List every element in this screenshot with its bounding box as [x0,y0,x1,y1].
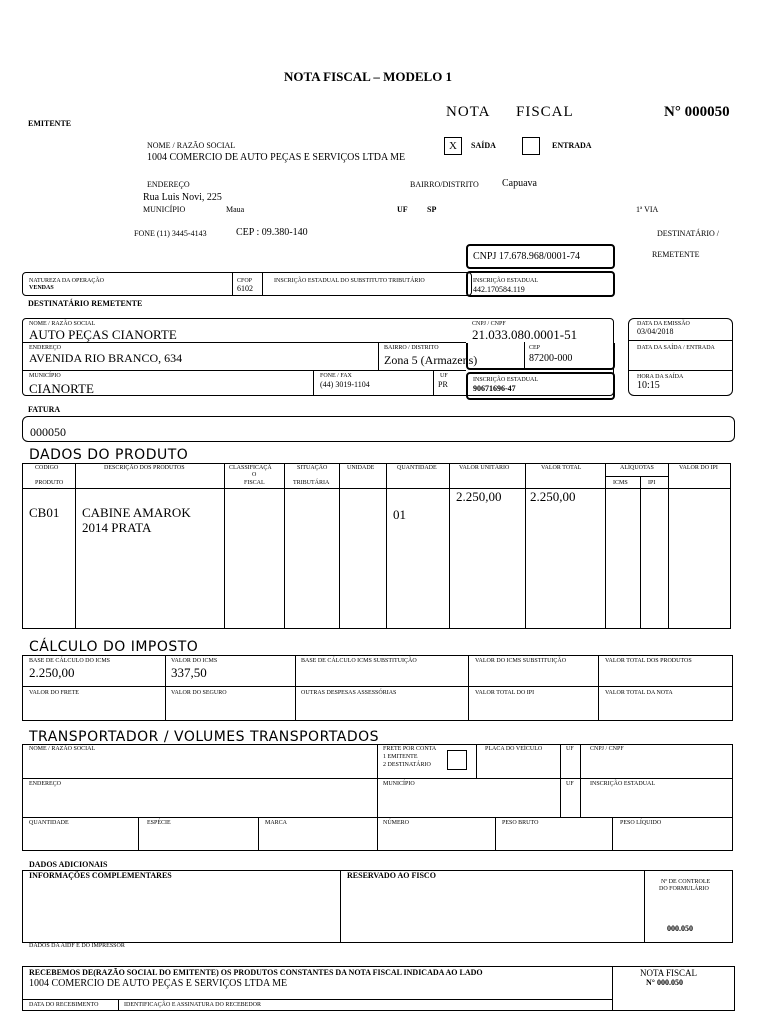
canhoto-numero: N° 000.050 [646,978,683,987]
hora-saida-label: HORA DA SAÍDA [637,374,684,380]
dest-rem-label-1: DESTINATÁRIO / [657,229,719,238]
emitente-nome-label: NOME / RAZÃO SOCIAL [147,141,236,150]
emitente-label: EMITENTE [28,119,72,128]
controle-label-1: Nº DE CONTROLE [661,879,711,885]
dest-cnpj-bottom-box [466,343,615,370]
natureza-value: VENDAS [29,285,54,291]
entrada-label: ENTRADA [552,141,592,150]
dest-bairro-label: BAIRRO / DISTRITO [384,345,439,351]
emitente-ie-label: INSCRIÇÃO ESTADUAL [473,278,539,284]
dest-ie-label: INSCRIÇÃO ESTADUAL [473,377,539,383]
dest-ie: 90671696-47 [473,384,516,393]
via-label: 1ª VIA [636,205,659,214]
dest-nome-label: NOME / RAZÃO SOCIAL [29,321,96,327]
dest-cep-label: CEP [529,345,541,351]
controle-label-2: DO FORMULÁRIO [659,886,709,892]
natureza-label: NATUREZA DA OPERAÇÃO [29,278,105,284]
dest-municipio: CIANORTE [29,381,94,396]
dest-endereco-label: ENDEREÇO [29,345,61,351]
total-nota-label: VALOR TOTAL DA NOTA [605,690,673,696]
nota-label: NOTA [446,104,491,120]
col-situacao-1: SITUAÇÃO [297,465,328,471]
emitente-ie: 442.170584.119 [473,285,525,294]
recebemos-label: RECEBEMOS DE(RAZÃO SOCIAL DO EMITENTE) OS PRODUTOS CONSTANTES DA NOTA FISCAL INDICADA AO LADO [29,968,483,977]
reservado-fisco-label: RESERVADO AO FISCO [347,871,436,880]
col-classificacao-3: FISCAL [244,480,265,486]
produtos-section: DADOS DO PRODUTO [29,447,189,463]
dest-ie-box [466,372,615,400]
transp-nome-label: NOME / RAZÃO SOCIAL [29,746,96,752]
frete-conta-label: FRETE POR CONTA [383,746,437,752]
especie-label: ESPÉCIE [147,820,171,826]
emitente-ie-box [466,271,615,297]
col-valor-total: VALOR TOTAL [541,465,582,471]
dest-uf-label: UF [440,373,448,379]
destinatario-section: DESTINATÁRIO REMETENTE [28,299,143,308]
saida-label: SAÍDA [471,141,496,150]
emissao-value: 03/04/2018 [637,327,674,336]
canhoto-emitente: 1004 COMERCIO DE AUTO PEÇAS E SERVIÇOS LTDA ME [29,978,288,989]
emitente-municipio: Maua [226,205,245,214]
col-quantidade: QUANTIDADE [397,465,437,471]
dest-fone-label: FONE / FAX [320,373,352,379]
col-classificacao-2: O [252,472,257,478]
assinatura-label: IDENTIFICAÇÃO E ASSINATURA DO RECEBEDOR [124,1002,262,1008]
emitente-endereco: Rua Luis Novi, 225 [143,192,222,203]
col-valor-ipi: VALOR DO IPI [679,465,718,471]
col-aliquotas: ALÍQUOTAS [620,465,654,471]
base-icms-value: 2.250,00 [29,665,75,680]
cfop-value: 6102 [237,284,253,293]
emitente-uf-label: UF [397,205,408,214]
entrada-checkbox[interactable] [522,137,540,155]
base-icms-label: BASE DE CÁLCULO DO ICMS [29,658,111,664]
hora-saida: 10:15 [637,380,660,391]
placa-label: PLACA DO VEÍCULO [485,746,543,752]
valor-icms-label: VALOR DO ICMS [171,658,218,664]
transp-endereco-label: ENDEREÇO [29,781,61,787]
col-unidade: UNIDADE [347,465,375,471]
frete-destinatario: 2 DESTINATÁRIO [383,762,431,768]
nota-number: N° 000050 [664,104,730,120]
col-classificacao-1: CLASSIFICAÇÃ [229,465,272,471]
controle-valor: 000.050 [667,924,693,933]
marca-label: MARCA [265,820,288,826]
col-produto: PRODUTO [35,480,64,486]
transportador-section: TRANSPORTADOR / VOLUMES TRANSPORTADOS [29,729,380,745]
transp-municipio-label: MUNICÍPIO [383,781,415,787]
ie-subst-label: INSCRIÇÃO ESTADUAL DO SUBSTITUTO TRIBUTÁRIO [274,278,425,284]
col-ipi: IPI [648,480,656,486]
emitente-bairro: Capuava [502,178,537,189]
col-valor-unitario: VALOR UNITÁRIO [459,465,510,471]
dest-fone: (44) 3019-1104 [320,380,370,389]
col-icms: ICMS [613,480,628,486]
emitente-nome: 1004 COMERCIO DE AUTO PEÇAS E SERVIÇOS LTDA ME [147,152,406,163]
fatura-box [22,416,735,442]
emitente-cnpj-box [466,244,615,269]
emitente-cep: CEP : 09.380-140 [236,227,308,238]
frete-label: VALOR DO FRETE [29,690,79,696]
item-valor-unitario: 2.250,00 [456,489,502,504]
saida-checkbox[interactable]: X [444,137,462,155]
canhoto-nota-label: NOTA FISCAL [640,968,698,978]
transp-ie-label: INSCRIÇÃO ESTADUAL [590,781,656,787]
dest-cep: 87200-000 [529,353,573,364]
transp-uf2-label: UF [566,781,574,787]
seguro-label: VALOR DO SEGURO [171,690,227,696]
document-title: NOTA FISCAL – MODELO 1 [284,69,453,84]
emitente-cnpj: CNPJ 17.678.968/0001-74 [473,251,580,262]
emitente-bairro-label: BAIRRO/DISTRITO [410,180,479,189]
fatura-label: FATURA [28,405,61,414]
item-quantidade: 01 [393,507,406,522]
dest-uf: PR [438,380,448,389]
emitente-uf: SP [427,205,437,214]
data-recebimento-label: DATA DO RECEBIMENTO [29,1002,99,1008]
dest-nome: AUTO PEÇAS CIANORTE [29,327,177,342]
emitente-endereco-label: ENDEREÇO [147,180,190,189]
item-codigo: CB01 [29,505,60,520]
emissao-label: DATA DA EMISSÃO [637,321,690,327]
dest-cnpj-label: CNPJ / CNPF [472,321,506,327]
valor-subst-label: VALOR DO ICMS SUBSTITUIÇÃO [475,658,567,664]
numero-label: NÚMERO [383,820,410,826]
item-descricao-2: 2014 PRATA [82,520,152,535]
cfop-label: CFOP [237,278,253,284]
dest-municipio-label: MUNICÍPIO [29,373,61,379]
frete-checkbox[interactable] [447,750,467,770]
imposto-table [22,655,733,721]
info-complementares-label: INFORMAÇÕES COMPLEMENTARES [29,871,172,880]
base-subst-label: BASE DE CÁLCULO ICMS SUBSTITUIÇÃO [301,658,417,664]
peso-bruto-label: PESO BRUTO [502,820,539,826]
dest-bairro: Zona 5 (Armazens) [384,353,478,367]
col-codigo: CODIGO [35,465,59,471]
quantidade-label: QUANTIDADE [29,820,69,826]
imposto-section: CÁLCULO DO IMPOSTO [29,639,199,655]
dest-rem-label-2: REMETENTE [652,250,700,259]
adicionais-section: DADOS ADICIONAIS [29,860,108,869]
emitente-fone: FONE (11) 3445-4143 [134,229,207,238]
dest-cnpj: 21.033.080.0001-51 [472,327,578,342]
total-produtos-label: VALOR TOTAL DOS PRODUTOS [605,658,692,664]
transp-cnpj-label: CNPJ / CNPF [590,746,624,752]
dest-endereco: AVENIDA RIO BRANCO, 634 [29,351,183,365]
item-valor-total: 2.250,00 [530,489,576,504]
peso-liquido-label: PESO LÍQUIDO [620,820,662,826]
total-ipi-label: VALOR TOTAL DO IPI [475,690,535,696]
saida-entrada-label: DATA DA SAÍDA / ENTRADA [637,345,715,351]
col-situacao-2: TRIBUTÁRIA [293,480,330,486]
aidf-label: DADOS DA AIDF E DO IMPRESSOR [29,943,125,949]
fatura-value: 000050 [30,425,66,439]
frete-emitente: 1 EMITENTE [383,754,418,760]
outras-despesas-label: OUTRAS DESPESAS ASSESSÓRIAS [301,690,397,696]
col-descricao: DESCRIÇÃO DOS PRODUTOS [104,465,185,471]
emitente-municipio-label: MUNICÍPIO [143,205,186,214]
valor-icms-value: 337,50 [171,665,207,680]
fiscal-label: FISCAL [516,104,574,120]
transp-uf-label: UF [566,746,574,752]
item-descricao-1: CABINE AMAROK [82,505,191,520]
adicionais-table [22,870,733,943]
